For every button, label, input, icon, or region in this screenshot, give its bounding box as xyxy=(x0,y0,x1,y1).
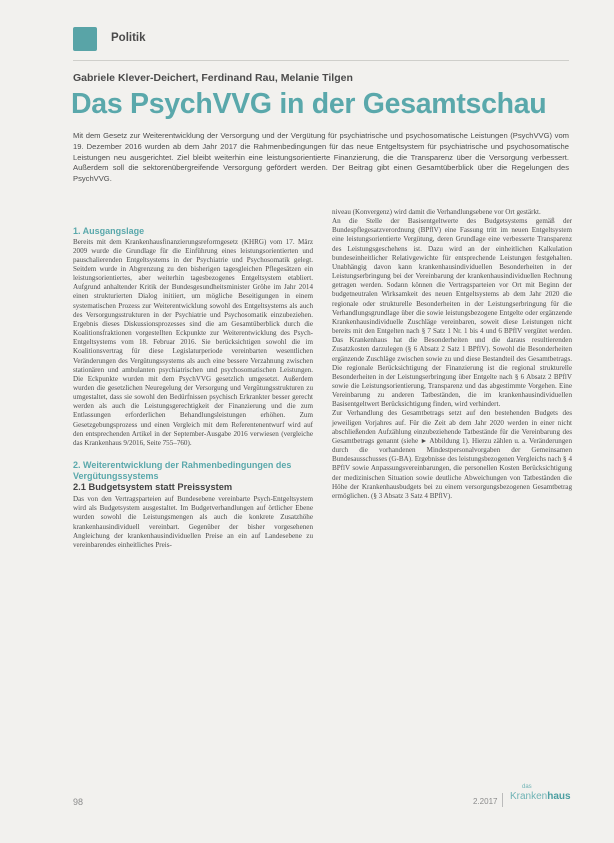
section-heading: 2. Weiterentwicklung der Rahmenbedingungen des Vergütungssystems xyxy=(73,460,292,481)
section-body: Bereits mit dem Krankenhausfinanzierungsreformgesetz (KHRG) vom 17. März 2009 wurde die Grundlage für die Einführung eines leistungsorientierten und pauschalierenden Entgeltsystems in der Psychiatrie und Psychosomatik gelegt. Seitdem wurde in Abgrenzung zu den bisherigen tagesgleichen Pflegesätzen ein leistungsorientiertes, aber weiterhin tagesbezogenes Entgeltsystem etabliert. Aufgrund anhaltender Kritik der Bundesgesundheitsminister Gröhe im Jahr 2014 einen strukturierten Dialog initiiert, um mögliche Beseitigungen in einem systematischen Prozess zur Weiterentwicklung sowohl des Entgeltsystems als auch des Versorgungsstrukturen in der Psychiatrie und Psychosomatik einzubeziehen. Ergebnis dieses Diskussionsprozesses sind die am Gesamtüberblick durch die Koalitionsfraktionen vorgestellten Eckpunkte zur Weiterentwicklung des Psych-Entgeltsystems vom 18. Februar 2016. Sie berücksichtigen sowohl die im Koalitionsvertrag für diese Legislaturperiode vereinbarten wesentlichen Veränderungen des Vergütungssystems als auch eine bessere Verzahnung zwischen stationären und ambulanten psychiatrischen und psychosomatischen Leistungen. Die Eckpunkte wurden mit dem PsychVVG gesetzlich umgesetzt. Außerdem wurden die gesetzlichen Neuregelung der Versorgung und Vergütungsstrukturen zu umgestaltet, dass sie sowohl den Bedürfnissen psychisch Erkrankter besser gerecht werden als auch die Leistungsgerechtigkeit der Finanzierung und die zum Entlassungen erforderlichen Behandlungsleistungen erhöhen. Zum Gesetzgebungsprozess und einen Vergleich mit dem Referentenentwurf wird auf den entsprechenden Artikel in der September-Ausgabe 2016 verwiesen (vergleiche das Krankenhaus 9/2016, Seite 755–760). xyxy=(73,237,313,447)
left-column xyxy=(73,226,313,550)
section-heading: 1. Ausgangslage xyxy=(73,226,145,236)
logo-top-text: das xyxy=(522,784,532,790)
subsection-heading: 2.1 Budgetsystem statt Preissystem xyxy=(73,482,233,493)
article-title: Das PsychVVG in der Gesamtschau xyxy=(71,88,547,120)
right-column xyxy=(332,208,572,501)
header-rule xyxy=(73,60,569,61)
issue-number: 2.2017 xyxy=(473,797,498,806)
section-tag-square xyxy=(73,27,97,51)
article-lead: Mit dem Gesetz zur Weiterentwicklung der Versorgung und der Vergütung für psychiatrische und psychosomatische Leistungen (PsychVVG) vom 19. Dezember 2016 wurden ab dem Jahr 2017 die Rahmenbedingungen für das neue Entgeltsystem für psychiatrische und psychosomatische Leistungen neu ausgerichtet. Ziel bleibt weiterhin eine leistungsorientierte Finanzierung, die die Transparenz über die Versorgung verbessert. Außerdem soll die sektorenübergreifende Versorgung gefördert werden. Der Beitrag gibt einen Gesamtüberblick über die Regelungen des PsychVVG. xyxy=(73,131,569,184)
right-column-body: niveau (Konvergenz) wird damit die Verhandlungsebene vor Ort gestärkt. An die Stelle der Basisentgeltwerte des Budgetsystems gemäß der Bundespflegesatzverordnung (BPflV) eine Fassung tritt im neuen Entgeltsystem eine leistungsorientierte Vergütung, deren Grundlage eine verbesserte Transparenz des Leistungsgeschehens ist. Dazu wird an der einheitlichen Kalkulation bundeseinheitlicher Relativgewichte für entsprechende Leistungen festgehalten. Unabhängig davon kann krankenhausindividuellen Besonderheiten in der Leistungserbringung bei der Vereinbarung der krankenhausindividuellen Rechnung getragen werden. Sodann können die Vertragsparteien vor Ort mit Beginn der budgetneutralen Wirksamkeit des neuen Entgeltsystems ab dem Jahr 2020 die regionale oder strukturelle Besonderheiten in der Leistungserbringung für die Verhandlungsgrundlage über die sowie leistungsbezogene Entgelte oder ergänzende Krankenhausindividuelle Zuschläge vereinbaren, soweit diese Leistungen nicht bereits mit den Entgelten nach § 7 Satz 1 Nr. 1 bis 4 und 6 BPflV vergütet werden. Das Krankenhaus hat die Besonderheiten und die daraus resultierenden Zusatzkosten darzulegen (§ 6 Absatz 2 Satz 1 BPflV). Sowohl die Besonderheiten ergänzende Zuschläge zwischen sowie zu und diese Bestandteil des Gesamtbetrags. Die regionale Berücksichtigung der Finanzierung ist die regional strukturelle Besonderheiten in der Leistungserbringung über Entgelte nach § 6 Absatz 2 BPflV sowie die Leistungsorientierung, Transparenz und das abgestimmte Vorgehen. Eine Vereinbarung zu anderen Tatbeständen, die im krankenhausindividuellen Basisentgeltwert Berücksichtigung finden, wird verhindert. Zur Verhandlung des Gesamtbetrags setzt auf den bestehenden Budgets des jeweiligen Vorjahres auf. Für die Zeit ab dem Jahr 2020 werden in einer nicht abschließenden Aufzählung einzubeziehende Tatbestände für die Vereinbarung des Gesamtbetrags genannt (siehe ► Abbildung 1). Hierzu zählen u. a. Veränderungen durch die vorhandenen Mindestpersonalvorgaben der Gemeinsamen Bundesausschusses (G-BA). Ergebnisse des leistungsbezogenen Vergleichs nach § 4 BPflV sowie Anpassungsvereinbarungen, die personellen Kosten Berücksichtigung der medizinischen Situation sowie deutliche Abweichungen von Tatbeständen die Höhe der Krankenhausbudgets bei zu einem versorgungsbezogenen Gesamtbetrag ermöglichen. (§ 3 Absatz 3 Satz 4 BPflV). xyxy=(332,208,572,500)
section-tag-label: Politik xyxy=(111,32,146,44)
page-number: 98 xyxy=(73,797,84,807)
article-authors: Gabriele Klever-Deichert, Ferdinand Rau, Melanie Tilgen xyxy=(73,72,353,84)
logo-main-text: Krankenhaus xyxy=(510,791,571,802)
magazine-logo xyxy=(510,784,570,806)
footer-separator xyxy=(502,793,503,807)
section-body: Das von den Vertragsparteien auf Bundesebene vereinbarte Psych-Entgeltsystem wird als Budgetsystem ausgestaltet. Im Budgetverhandlungen auf örtlicher Ebene wurden sowohl die Leistungsmengen als auch die konkrete Zusatzhöhe krankenhausindividuell vereinbart. Gegenüber der bisher vorgesehenen Angleichung der krankenhausindividuellen Preise an ein auf Landesebene zu vereinbarendes einheitliches Preis- xyxy=(73,495,313,549)
